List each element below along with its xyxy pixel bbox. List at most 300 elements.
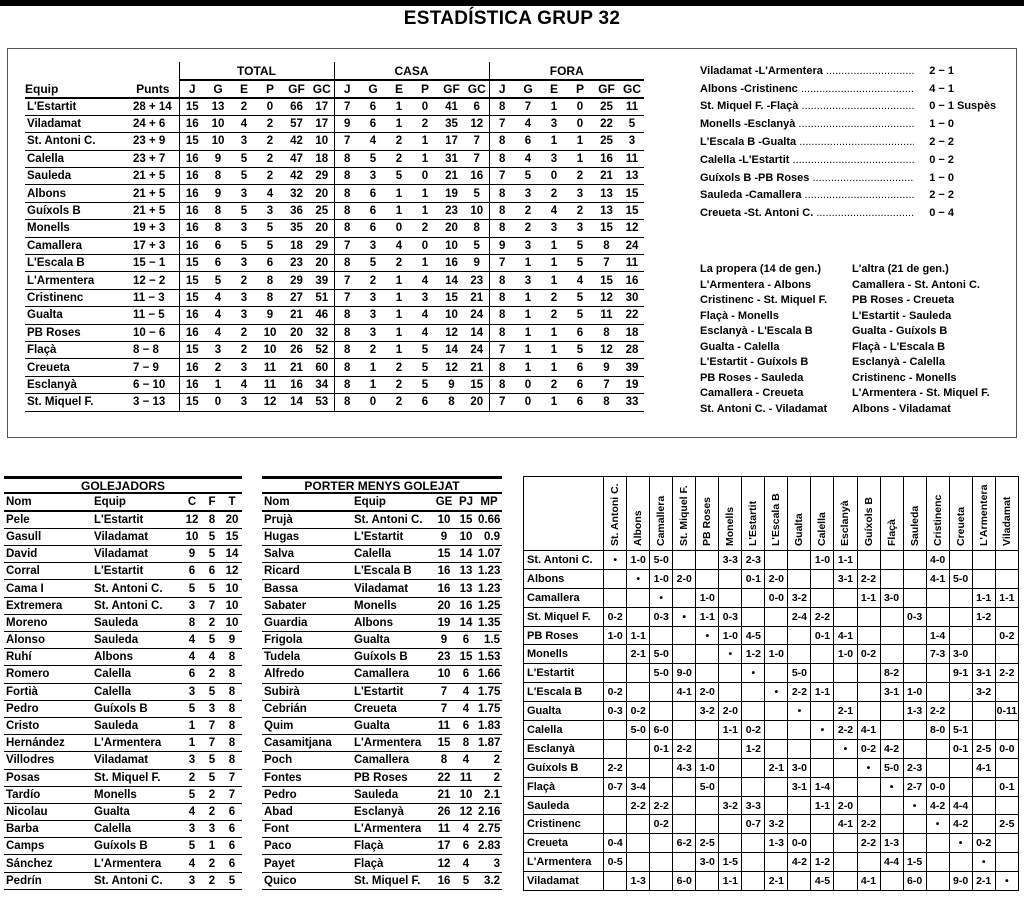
matrix-cell — [811, 702, 834, 721]
result-line — [700, 80, 998, 98]
matrix-diagonal-dot: • — [880, 777, 903, 796]
stat-cell: 22 — [593, 115, 620, 132]
matrix-diagonal-dot: • — [949, 834, 972, 853]
stat-cell: 12 — [620, 220, 644, 237]
table-cell: 10 — [222, 580, 242, 597]
table-cell: St. Antoni C. — [92, 597, 182, 614]
matrix-cell: 2-2 — [857, 569, 880, 588]
matrix-cell: 0-3 — [604, 702, 627, 721]
table-cell: Flaçà — [352, 855, 432, 872]
stat-cell: 16 — [179, 359, 205, 376]
team-name: Monells — [25, 220, 127, 237]
table-header-row — [262, 494, 502, 511]
table-cell: L'Estartit — [92, 511, 182, 528]
matrix-col-header — [696, 477, 719, 551]
stat-cell: 2 — [386, 255, 412, 272]
matrix-cell: 1-0 — [696, 588, 719, 607]
stat-cell: 12 — [257, 394, 283, 411]
matrix-cell — [650, 683, 673, 702]
matrix-cell — [788, 815, 811, 834]
stat-cell: 11 — [620, 150, 644, 167]
next-round — [700, 262, 827, 417]
matrix-cell: 1-2 — [811, 853, 834, 872]
matrix-col-label: L'Escala B — [770, 493, 783, 546]
stat-cell: 47 — [283, 150, 310, 167]
stat-cell: 16 — [179, 324, 205, 341]
stat-cell: 8 — [489, 133, 515, 150]
team-name: Guíxols B — [25, 202, 127, 219]
table-row — [262, 597, 502, 614]
table-cell: 1.53 — [476, 649, 502, 666]
matrix-cell — [788, 645, 811, 664]
matrix-cell: 3-3 — [742, 796, 765, 815]
stat-cell: 3 — [231, 394, 257, 411]
matrix-row — [524, 721, 1019, 740]
stat-cell: 2 — [386, 133, 412, 150]
stat-cell: 8 — [489, 376, 515, 393]
matrix-col-header — [765, 477, 788, 551]
stat-cell: 51 — [310, 289, 334, 306]
table-cell: Calella — [352, 546, 432, 563]
stat-col-header: G — [360, 80, 386, 98]
next-round-title: La propera (14 de gen.) — [700, 263, 822, 275]
fixture: Esclanyà - Calella — [852, 356, 945, 368]
stat-cell: 8 — [205, 168, 231, 185]
matrix-cell — [834, 834, 857, 853]
matrix-cell: 2-1 — [972, 872, 995, 891]
league-row — [25, 98, 644, 115]
stat-cell: 5 — [360, 255, 386, 272]
stat-cell: 15 — [179, 98, 205, 115]
table-cell: 4 — [202, 649, 222, 666]
stat-cell: 2 — [257, 133, 283, 150]
stat-cell: 8 — [489, 185, 515, 202]
points-col-header: Punts — [127, 80, 179, 98]
table-row — [262, 838, 502, 855]
matrix-cell: 2-1 — [834, 702, 857, 721]
table-cell: 10 — [432, 666, 456, 683]
table-cell: 2 — [476, 752, 502, 769]
stat-cell: 0 — [360, 394, 386, 411]
stat-cell: 8 — [489, 324, 515, 341]
stat-cell: 0 — [541, 168, 567, 185]
matrix-cell — [857, 702, 880, 721]
matrix-cell — [995, 683, 1018, 702]
stat-cell: 1 — [360, 376, 386, 393]
keepers-title: PORTER MENYS GOLEJAT — [262, 476, 502, 494]
matrix-cell — [742, 758, 765, 777]
stat-cell: 10 — [257, 341, 283, 358]
stat-cell: 3 — [360, 289, 386, 306]
matrix-cell — [949, 758, 972, 777]
result-line — [700, 115, 998, 133]
stat-cell: 10 — [205, 115, 231, 132]
table-cell: Quico — [262, 872, 352, 889]
table-cell: Calella — [92, 666, 182, 683]
stat-cell: 3 — [231, 307, 257, 324]
matrix-cell — [857, 683, 880, 702]
table-cell: Bassa — [262, 580, 352, 597]
result-score: 2 − 1 — [929, 64, 954, 77]
matrix-cell: 4-1 — [857, 872, 880, 891]
table-cell: L'Armentera — [352, 735, 432, 752]
stat-col-header: P — [412, 80, 438, 98]
matrix-cell — [742, 853, 765, 872]
matrix-cell: 0-11 — [995, 702, 1018, 721]
matrix-row — [524, 815, 1019, 834]
matrix-cell — [880, 796, 903, 815]
table-cell: 1.35 — [476, 614, 502, 631]
matrix-col-header — [949, 477, 972, 551]
stat-cell: 5 — [412, 341, 438, 358]
matrix-col-label: Albons — [632, 510, 645, 546]
matrix-diagonal-dot: • — [696, 626, 719, 645]
stat-cell: 5 — [231, 202, 257, 219]
matrix-cell — [834, 758, 857, 777]
table-cell: 8 — [456, 735, 476, 752]
table-cell: 7 — [222, 769, 242, 786]
table-cell: 15 — [222, 528, 242, 545]
stat-cell: 4 — [412, 272, 438, 289]
matrix-col-header — [719, 477, 742, 551]
table-cell: Paco — [262, 838, 352, 855]
matrix-cell: 1-0 — [604, 626, 627, 645]
league-row — [25, 237, 644, 254]
matrix-cell — [880, 551, 903, 570]
league-row — [25, 289, 644, 306]
stat-col-header: G — [515, 80, 541, 98]
stat-cell: 8 — [205, 220, 231, 237]
matrix-cell — [765, 777, 788, 796]
stat-cell: 52 — [310, 341, 334, 358]
matrix-cell: 3-4 — [627, 777, 650, 796]
stat-cell: 11 — [620, 98, 644, 115]
stat-cell: 4 — [205, 289, 231, 306]
stat-cell: 0 — [412, 98, 438, 115]
table-cell: 0.66 — [476, 511, 502, 528]
matrix-row-label: PB Roses — [524, 626, 604, 645]
matrix-cell — [650, 758, 673, 777]
table-cell: 21 — [432, 786, 456, 803]
stat-cell: 7 — [334, 272, 360, 289]
matrix-cell — [995, 551, 1018, 570]
stat-cell: 0 — [412, 168, 438, 185]
team-name: Esclanyà — [25, 376, 127, 393]
stat-cell: 9 — [593, 359, 620, 376]
stat-cell: 6 — [205, 237, 231, 254]
stat-cell: 19 — [620, 376, 644, 393]
stat-cell: 1 — [567, 133, 593, 150]
table-row — [262, 752, 502, 769]
table-cell: 26 — [432, 803, 456, 820]
table-row — [262, 683, 502, 700]
matrix-cell — [949, 683, 972, 702]
table-cell: 2.75 — [476, 821, 502, 838]
stat-cell: 16 — [179, 376, 205, 393]
stat-cell: 18 — [620, 324, 644, 341]
stat-cell: 1 — [386, 324, 412, 341]
matrix-cell: 1-3 — [627, 872, 650, 891]
matrix-cell — [834, 607, 857, 626]
matrix-cell — [880, 872, 903, 891]
table-cell: Creueta — [352, 700, 432, 717]
matrix-cell: 1-1 — [627, 626, 650, 645]
matrix-cell — [765, 796, 788, 815]
stat-cell: 15 — [179, 341, 205, 358]
stat-cell: 18 — [310, 150, 334, 167]
table-cell: Albons — [92, 649, 182, 666]
table-cell: Camps — [4, 838, 92, 855]
stat-cell: 5 — [515, 168, 541, 185]
results-list — [700, 62, 998, 222]
matrix-diagonal-dot: • — [834, 739, 857, 758]
stat-cell: 4 — [412, 324, 438, 341]
team-points: 24 + 6 — [127, 115, 179, 132]
matrix-cell — [765, 853, 788, 872]
team-name: Calella — [25, 150, 127, 167]
matrix-cell: 4-1 — [926, 569, 949, 588]
stat-cell: 4 — [205, 324, 231, 341]
table-cell: Nicolau — [4, 803, 92, 820]
stat-cell: 4 — [231, 115, 257, 132]
table-cell: Villodres — [4, 752, 92, 769]
matrix-cell — [949, 702, 972, 721]
stat-cell: 1 — [386, 98, 412, 115]
table-cell: Corral — [4, 563, 92, 580]
result-line — [700, 62, 998, 80]
matrix-cell — [857, 607, 880, 626]
stat-cell: 0 — [386, 220, 412, 237]
stat-cell: 2 — [567, 202, 593, 219]
matrix-cell — [719, 683, 742, 702]
stat-cell: 3 — [541, 115, 567, 132]
matrix-col-label: Monells — [724, 506, 737, 546]
stat-cell: 15 — [179, 394, 205, 411]
stat-col-header: GC — [620, 80, 644, 98]
stat-cell: 20 — [310, 220, 334, 237]
team-points: 7 − 9 — [127, 359, 179, 376]
matrix-cell — [604, 664, 627, 683]
stat-cell: 8 — [438, 394, 465, 411]
matrix-cell: 2-2 — [627, 796, 650, 815]
table-row — [4, 752, 242, 769]
matrix-row-label: L'Armentera — [524, 853, 604, 872]
table-cell: L'Armentera — [352, 821, 432, 838]
stat-cell: 5 — [412, 359, 438, 376]
team-name: Sauleda — [25, 168, 127, 185]
matrix-cell — [811, 834, 834, 853]
matrix-cell: 0-1 — [811, 626, 834, 645]
fixture: PB Roses - Creueta — [852, 294, 955, 306]
matrix-cell — [788, 872, 811, 891]
table-cell: 8 — [222, 683, 242, 700]
stat-cell: 10 — [205, 133, 231, 150]
matrix-cell — [673, 815, 696, 834]
matrix-cell: 6-0 — [650, 721, 673, 740]
team-points: 11 − 3 — [127, 289, 179, 306]
matrix-cell — [719, 834, 742, 853]
table-cell: 16 — [432, 872, 456, 889]
matrix-cell — [719, 664, 742, 683]
table-cell: 4 — [456, 752, 476, 769]
table-row — [4, 511, 242, 528]
stat-cell: 1 — [541, 324, 567, 341]
table-cell: 3 — [182, 752, 202, 769]
stat-cell: 2 — [386, 150, 412, 167]
stat-cell: 0 — [515, 376, 541, 393]
matrix-cell — [696, 796, 719, 815]
matrix-cell — [627, 758, 650, 777]
table-cell: Cebrián — [262, 700, 352, 717]
stat-cell: 8 — [489, 98, 515, 115]
table-cell: Guardia — [262, 614, 352, 631]
stat-cell: 6 — [567, 359, 593, 376]
matrix-cell: 4-2 — [949, 815, 972, 834]
matrix-cell — [673, 702, 696, 721]
stat-cell: 19 — [438, 185, 465, 202]
stat-col-header: GF — [438, 80, 465, 98]
stat-cell: 1 — [541, 359, 567, 376]
matrix-cell — [742, 683, 765, 702]
stat-cell: 16 — [179, 185, 205, 202]
group-casa-header: CASA — [334, 62, 489, 80]
matrix-cell — [650, 834, 673, 853]
column-header: T — [222, 494, 242, 511]
matrix-cell — [834, 777, 857, 796]
matrix-cell — [742, 777, 765, 796]
result-note: Suspès — [957, 100, 997, 113]
table-row — [262, 700, 502, 717]
matrix-cell — [696, 645, 719, 664]
table-cell: 15 — [432, 735, 456, 752]
table-row — [262, 649, 502, 666]
table-cell: 12 — [222, 563, 242, 580]
stat-cell: 35 — [283, 220, 310, 237]
table-cell: Calella — [92, 683, 182, 700]
matrix-row-label: Esclanyà — [524, 739, 604, 758]
matrix-cell: 1-0 — [903, 683, 926, 702]
matrix-cell — [788, 721, 811, 740]
table-cell: 1.07 — [476, 546, 502, 563]
table-cell: Viladamat — [92, 752, 182, 769]
matrix-col-label: Guíxols B — [862, 496, 875, 546]
team-name: Albons — [25, 185, 127, 202]
stat-cell: 11 — [620, 255, 644, 272]
matrix-cell: 5-0 — [788, 664, 811, 683]
matrix-col-label: Creueta — [954, 506, 967, 546]
table-cell: 1.5 — [476, 632, 502, 649]
matrix-cell — [926, 739, 949, 758]
matrix-cell: 4-3 — [673, 758, 696, 777]
matrix-cell — [627, 607, 650, 626]
matrix-cell: 2-2 — [811, 607, 834, 626]
stat-cell: 10 — [257, 324, 283, 341]
table-cell: Monells — [352, 597, 432, 614]
team-points: 12 − 2 — [127, 272, 179, 289]
table-row — [4, 649, 242, 666]
matrix-cell: 8-0 — [926, 721, 949, 740]
table-row — [4, 769, 242, 786]
matrix-cell — [926, 758, 949, 777]
league-row — [25, 359, 644, 376]
team-name: L'Armentera — [25, 272, 127, 289]
league-row — [25, 376, 644, 393]
matrix-cell: 2-0 — [765, 569, 788, 588]
matrix-cell — [903, 739, 926, 758]
matrix-cell: 1-1 — [696, 607, 719, 626]
matrix-cell — [995, 645, 1018, 664]
table-cell: Subirà — [262, 683, 352, 700]
stat-cell: 3 — [360, 324, 386, 341]
table-cell: 10 — [456, 528, 476, 545]
table-cell: 20 — [432, 597, 456, 614]
table-cell: L'Estartit — [352, 683, 432, 700]
matrix-col-label: St. Miquel F. — [678, 485, 691, 546]
matrix-cell: 1-5 — [903, 853, 926, 872]
stat-cell: 9 — [205, 185, 231, 202]
stat-cell: 3 — [567, 185, 593, 202]
table-cell: St. Antoni C. — [352, 511, 432, 528]
matrix-cell: 3-2 — [765, 815, 788, 834]
matrix-cell — [857, 796, 880, 815]
stat-cell: 14 — [438, 341, 465, 358]
matrix-row-label: Sauleda — [524, 796, 604, 815]
result-line — [700, 133, 998, 151]
matrix-cell — [880, 721, 903, 740]
table-cell: 4 — [182, 632, 202, 649]
league-row — [25, 115, 644, 132]
stat-cell: 2 — [541, 307, 567, 324]
stat-cell: 6 — [360, 185, 386, 202]
table-cell: 5 — [182, 786, 202, 803]
stat-cell: 4 — [567, 272, 593, 289]
matrix-cell — [811, 569, 834, 588]
matrix-cell: 1-5 — [719, 853, 742, 872]
matrix-cell — [696, 815, 719, 834]
matrix-col-label: Sauleda — [908, 505, 921, 546]
stat-cell: 16 — [620, 272, 644, 289]
league-row — [25, 324, 644, 341]
matrix-row — [524, 683, 1019, 702]
team-points: 23 + 7 — [127, 150, 179, 167]
matrix-cell: 0-1 — [949, 739, 972, 758]
stat-cell: 6 — [567, 324, 593, 341]
table-row — [4, 597, 242, 614]
matrix-col-header — [903, 477, 926, 551]
stat-cell: 6 — [412, 394, 438, 411]
matrix-cell: 1-4 — [811, 777, 834, 796]
stat-cell: 3 — [231, 359, 257, 376]
keepers-section — [262, 476, 502, 890]
stat-cell: 33 — [620, 394, 644, 411]
stat-cell: 6 — [567, 394, 593, 411]
matrix-cell — [972, 551, 995, 570]
result-match: Calella -L'Estartit ..... — [700, 154, 914, 166]
matrix-cell — [719, 569, 742, 588]
matrix-cell: 2-3 — [903, 758, 926, 777]
stat-cell: 6 — [567, 376, 593, 393]
matrix-cell — [811, 739, 834, 758]
stat-cell: 1 — [360, 359, 386, 376]
stat-cell: 7 — [489, 115, 515, 132]
column-header: GE — [432, 494, 456, 511]
stat-cell: 16 — [438, 255, 465, 272]
stat-cell: 32 — [283, 185, 310, 202]
matrix-row-label: Albons — [524, 569, 604, 588]
table-cell: 1.87 — [476, 735, 502, 752]
matrix-cell: 5-0 — [650, 664, 673, 683]
matrix-col-label: L'Armentera — [977, 484, 990, 546]
